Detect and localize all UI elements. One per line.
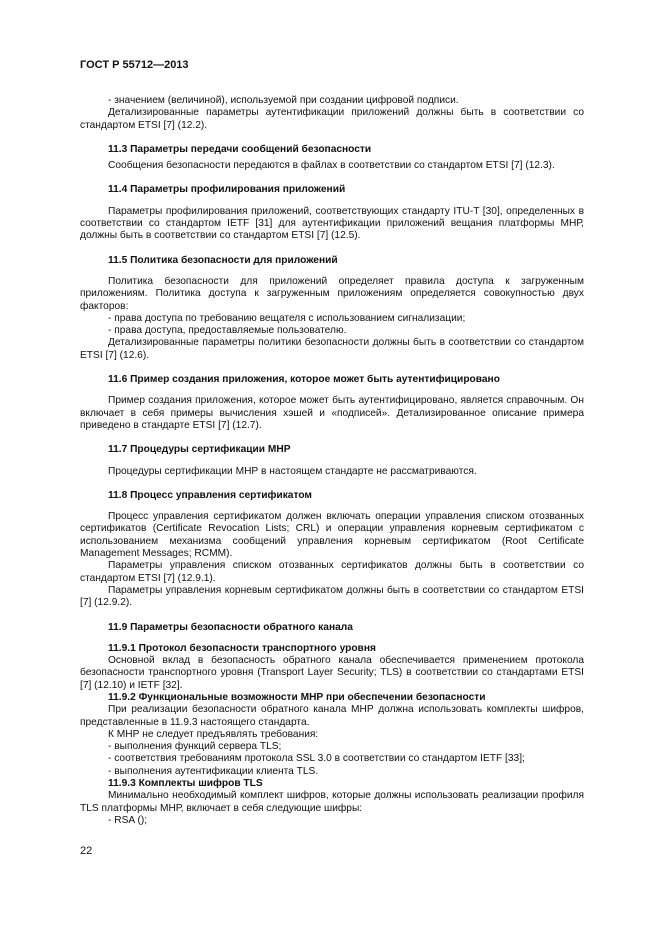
section-heading: 11.9 Параметры безопасности обратного канала <box>108 621 353 633</box>
body-paragraph: При реализации безопасности обратного канала МНР должна использовать комплекты шифров, представленные в 11.9.3 настоящего стандарта. <box>80 704 584 728</box>
page-number: 22 <box>80 845 93 857</box>
section-heading: 11.5 Политика безопасности для приложений <box>108 254 338 266</box>
body-paragraph: Детализированные параметры политики безопасности должны быть в соответствии со стандартом ETSI [7] (12.6). <box>80 337 584 361</box>
section-heading: 11.9.3 Комплекты шифров TLS <box>108 778 263 790</box>
body-paragraph: Политика безопасности для приложений определяет правила доступа к загруженным приложениям. Политика доступа к загруженным приложениям определяется совокупностью двух факторов: <box>80 275 584 312</box>
body-paragraph: Процедуры сертификации МНР в настоящем стандарте не рассматриваются. <box>108 465 477 477</box>
body-paragraph: Сообщения безопасности передаются в файлах в соответствии со стандартом ETSI [7] (12.3). <box>108 160 555 172</box>
document-body <box>80 95 584 827</box>
section-heading: 11.7 Процедуры сертификации МНР <box>108 444 291 456</box>
standard-header: ГОСТ Р 55712—2013 <box>80 59 189 71</box>
body-paragraph: - выполнения функций сервера TLS; <box>108 741 282 753</box>
body-paragraph: Минимально необходимый комплект шифров, которые должны использовать реализации профиля TLS платформы МНР, включает в себя следующие шифры: <box>80 790 584 814</box>
body-paragraph: К МНР не следует предъявлять требования: <box>108 728 319 740</box>
section-heading: 11.8 Процесс управления сертификатом <box>108 489 312 501</box>
body-paragraph: Основной вклад в безопасность обратного канала обеспечивается применением протокола безопасности транспортного уровня (Transport Layer Security; TLS) в соответствии со стандартами ETSI [7] (12.10) и IETF [32]. <box>80 655 584 691</box>
body-paragraph: Пример создания приложения, которое может быть аутентифицировано, является справочным. Он включает в себя примеры вычисления хэшей и «подписей». Детализированное описание примера приведено в стандарте ETSI [7] (12.7). <box>80 395 584 431</box>
section-heading: 11.6 Пример создания приложения, которое может быть аутентифицировано <box>108 374 500 386</box>
body-paragraph: Детализированные параметры аутентификации приложений должны быть в соответствии со стандартом ETSI [7] (12.2). <box>80 107 584 131</box>
body-paragraph: Процесс управления сертификатом должен включать операции управления списком отозванных сертификатов (Certificate Revocation Lists; CRL) и операции управления корневым сертификатом с использованием механизма сообщений управления корневым сертификатом (Root Certificate Management Messages; RCMM). <box>80 511 584 560</box>
body-paragraph: - значением (величиной), используемой при создании цифровой подписи. <box>108 95 459 106</box>
body-paragraph: - выполнения аутентификации клиента TLS. <box>108 765 319 777</box>
body-paragraph: - соответствия требованиям протокола SSL 3.0 в соответствии со стандартом IETF [33]; <box>108 753 525 765</box>
body-paragraph: - права доступа по требованию вещателя с использованием сигнализации; <box>108 312 466 324</box>
body-paragraph: Параметры управления списком отозванных сертификатов должны быть в соответствии со стандартом ETSI [7] (12.9.1). <box>80 560 584 584</box>
section-heading: 11.3 Параметры передачи сообщений безопасности <box>108 143 372 155</box>
section-heading: 11.4 Параметры профилирования приложений <box>108 184 346 196</box>
section-heading: 11.9.2 Функциональные возможности МНР при обеспечении безопасности <box>108 691 486 703</box>
section-heading: 11.9.1 Протокол безопасности транспортного уровня <box>108 642 376 654</box>
body-paragraph: Параметры управления корневым сертификатом должны быть в соответствии со стандартом ETSI [7] (12.9.2). <box>80 584 584 609</box>
body-paragraph: Параметры профилирования приложений, соответствующих стандарту ITU-T [30], определенных в соответствии со стандартом IETF [31] для аутентификации приложений вещания платформы МНР, должны быть в соответствии со стандартом ETSI [7] (12.5). <box>80 205 584 242</box>
body-paragraph: - RSA (); <box>108 814 148 826</box>
body-paragraph: - права доступа, предоставляемые пользователю. <box>108 325 347 337</box>
